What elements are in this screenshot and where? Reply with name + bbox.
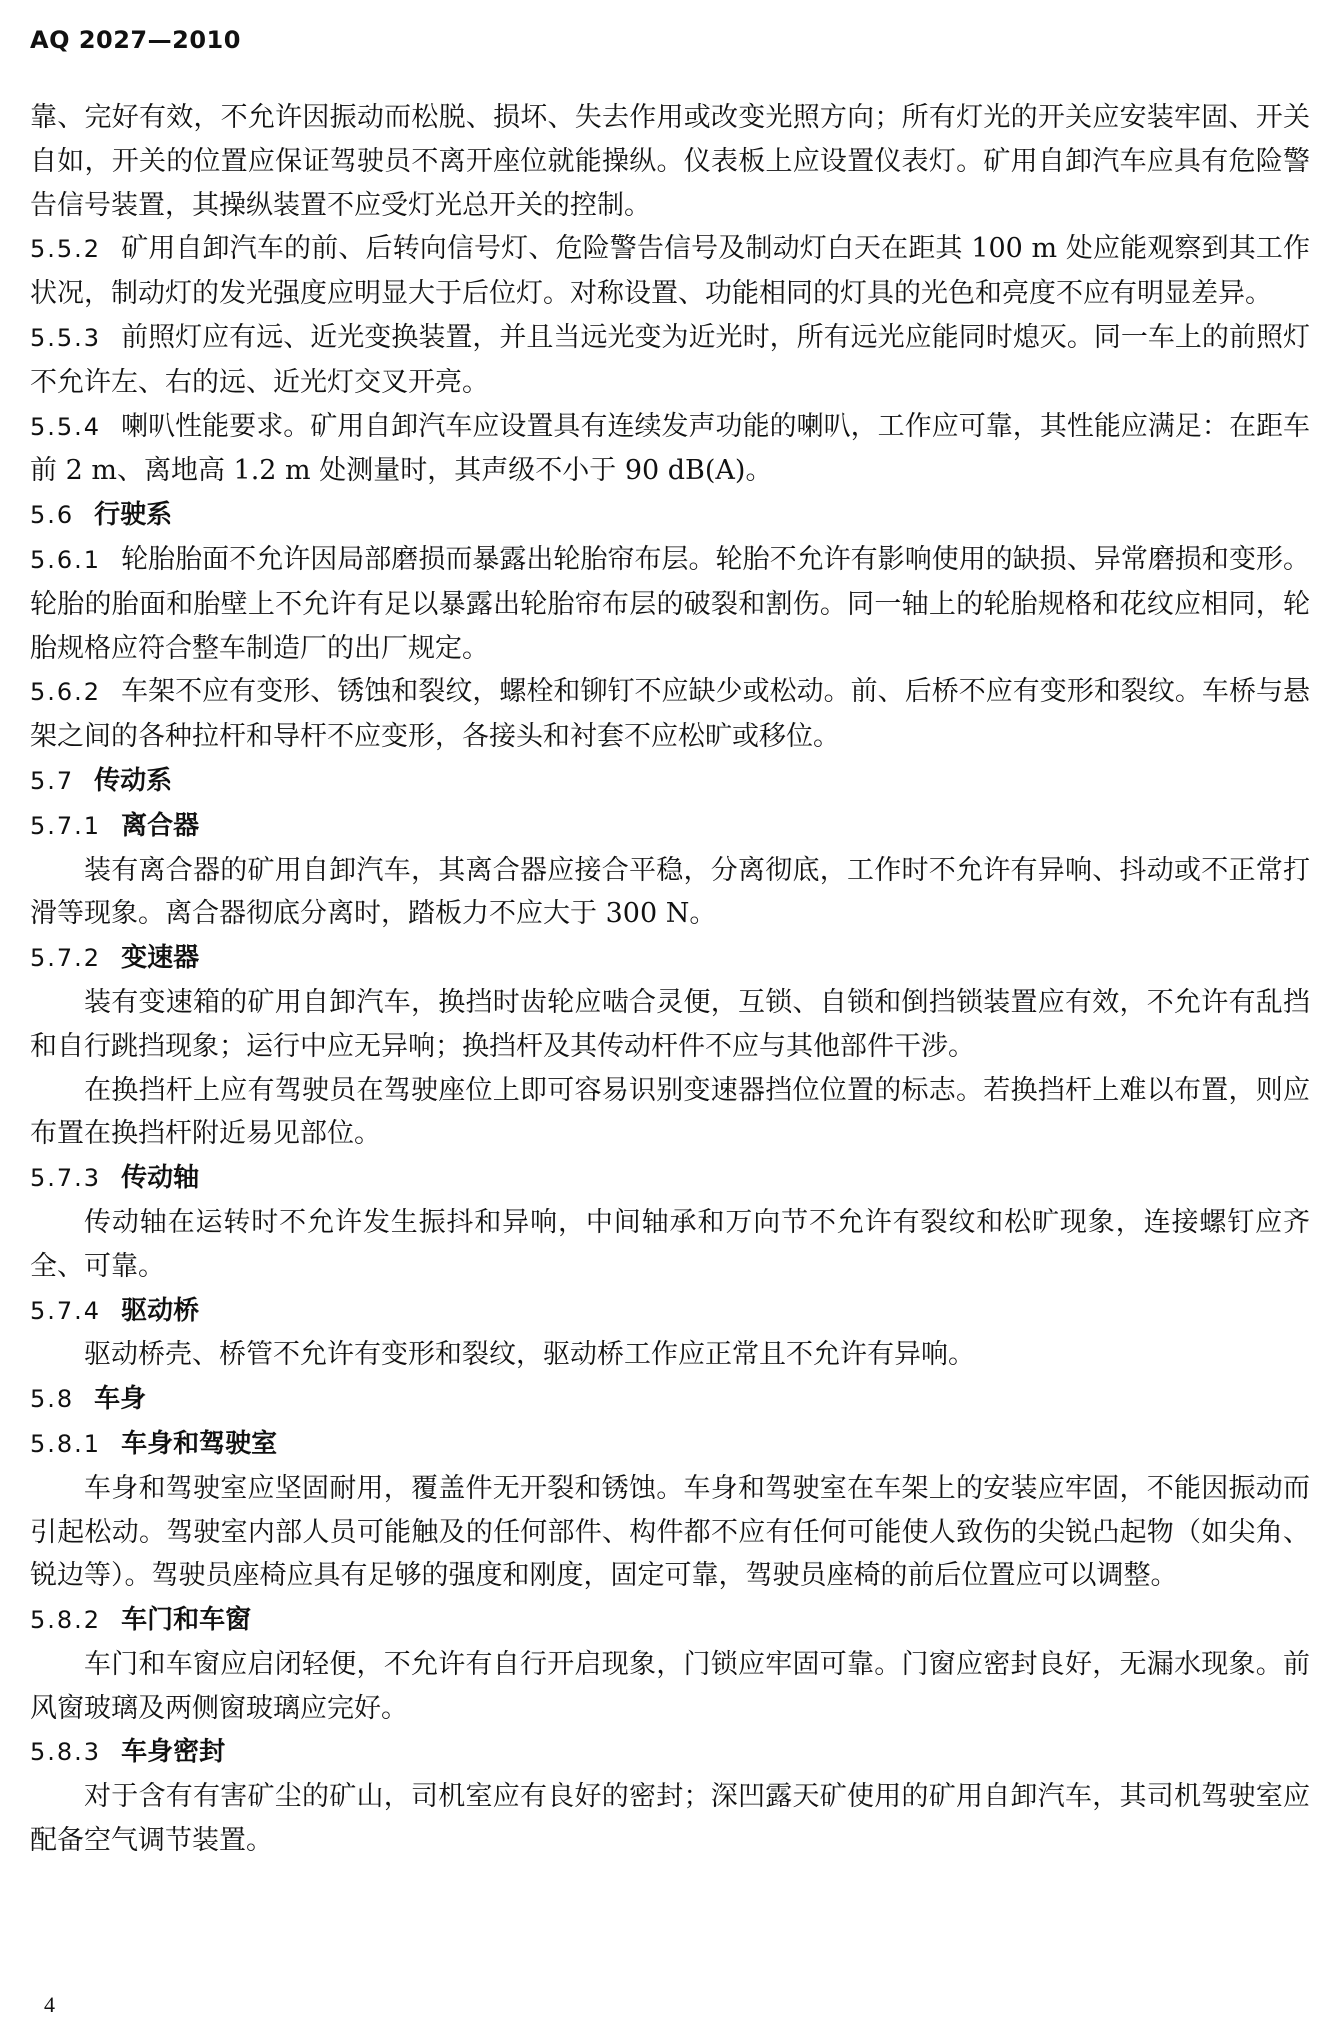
section-title: 车身 bbox=[94, 1384, 147, 1415]
indented-paragraph: 对于含有有害矿尘的矿山，司机室应有良好的密封；深凹露天矿使用的矿用自卸汽车，其司机驾驶室应配备空气调节装置。 bbox=[30, 1781, 1310, 1857]
standard-code-header: AQ 2027—2010 bbox=[30, 26, 241, 54]
section-title: 行驶系 bbox=[94, 500, 173, 531]
section-title: 传动系 bbox=[94, 765, 173, 796]
page-number: 4 bbox=[44, 1992, 55, 2017]
section-number: 5.7.1 bbox=[30, 811, 102, 840]
section-number: 5.7.2 bbox=[30, 944, 102, 973]
section-title: 变速器 bbox=[121, 943, 200, 974]
section-number: 5.7 bbox=[30, 766, 75, 795]
section-heading bbox=[30, 1422, 1310, 1467]
clause-text: 矿用自卸汽车的前、后转向信号灯、危险警告信号及制动灯白天在距其 100 m 处应能观察到其工作状况，制动灯的发光强度应明显大于后位灯。对称设置、功能相同的灯具的光色和亮度不应有明显差异。 bbox=[30, 233, 1310, 310]
section-number: 5.6 bbox=[30, 501, 75, 530]
section-heading bbox=[30, 1289, 1310, 1334]
section-title: 传动轴 bbox=[121, 1163, 200, 1194]
section-heading bbox=[30, 936, 1310, 981]
document-body bbox=[30, 96, 1310, 1863]
clause-paragraph bbox=[30, 405, 1310, 494]
section-heading bbox=[30, 804, 1310, 849]
clause-number: 5.5.3 bbox=[30, 323, 102, 352]
clause-paragraph bbox=[30, 538, 1310, 670]
section-number: 5.8 bbox=[30, 1385, 75, 1414]
indented-paragraph: 装有离合器的矿用自卸汽车，其离合器应接合平稳，分离彻底，工作时不允许有异响、抖动或不正常打滑等现象。离合器彻底分离时，踏板力不应大于 300 N。 bbox=[30, 854, 1310, 930]
section-heading bbox=[30, 759, 1310, 804]
clause-text: 车架不应有变形、锈蚀和裂纹，螺栓和铆钉不应缺少或松动。前、后桥不应有变形和裂纹。车桥与悬架之间的各种拉杆和导杆不应变形，各接头和衬套不应松旷或移位。 bbox=[30, 676, 1310, 753]
section-heading bbox=[30, 1377, 1310, 1422]
section-title: 驱动桥 bbox=[121, 1295, 200, 1326]
clause-number: 5.5.4 bbox=[30, 412, 102, 441]
clause-paragraph bbox=[30, 227, 1310, 316]
clause-number: 5.6.1 bbox=[30, 545, 102, 574]
section-heading bbox=[30, 1156, 1310, 1201]
indented-paragraph: 车门和车窗应启闭轻便，不允许有自行开启现象，门锁应牢固可靠。门窗应密封良好，无漏水现象。前风窗玻璃及两侧窗玻璃应完好。 bbox=[30, 1648, 1310, 1724]
section-heading bbox=[30, 493, 1310, 538]
section-title: 车身和驾驶室 bbox=[121, 1428, 278, 1459]
paragraph: 靠、完好有效，不允许因振动而松脱、损坏、失去作用或改变光照方向；所有灯光的开关应安装牢固、开关自如，开关的位置应保证驾驶员不离开座位就能操纵。仪表板上应设置仪表灯。矿用自卸汽车应具有危险警告信号装置，其操纵装置不应受灯光总开关的控制。 bbox=[30, 102, 1310, 221]
clause-text: 前照灯应有远、近光变换装置，并且当远光变为近光时，所有远光应能同时熄灭。同一车上的前照灯不允许左、右的远、近光灯交叉开亮。 bbox=[30, 321, 1310, 398]
section-heading bbox=[30, 1730, 1310, 1775]
clause-paragraph bbox=[30, 670, 1310, 759]
indented-paragraph: 传动轴在运转时不允许发生振抖和异响，中间轴承和万向节不允许有裂纹和松旷现象，连接螺钉应齐全、可靠。 bbox=[30, 1206, 1310, 1282]
clause-text: 轮胎胎面不允许因局部磨损而暴露出轮胎帘布层。轮胎不允许有影响使用的缺损、异常磨损和变形。轮胎的胎面和胎壁上不允许有足以暴露出轮胎帘布层的破裂和割伤。同一轴上的轮胎规格和花纹应相同，轮胎规格应符合整车制造厂的出厂规定。 bbox=[30, 543, 1310, 664]
section-number: 5.7.3 bbox=[30, 1164, 102, 1193]
section-title: 车身密封 bbox=[121, 1737, 226, 1768]
indented-paragraph: 装有变速箱的矿用自卸汽车，换挡时齿轮应啮合灵便，互锁、自锁和倒挡锁装置应有效，不允许有乱挡和自行跳挡现象；运行中应无异响；换挡杆及其传动杆件不应与其他部件干涉。 bbox=[30, 986, 1310, 1062]
clause-number: 5.6.2 bbox=[30, 678, 102, 707]
section-title: 车门和车窗 bbox=[121, 1605, 252, 1636]
indented-paragraph: 车身和驾驶室应坚固耐用，覆盖件无开裂和锈蚀。车身和驾驶室在车架上的安装应牢固，不能因振动而引起松动。驾驶室内部人员可能触及的任何部件、构件都不应有任何可能使人致伤的尖锐凸起物（如尖角、锐边等）。驾驶员座椅应具有足够的强度和刚度，固定可靠，驾驶员座椅的前后位置应可以调整。 bbox=[30, 1472, 1310, 1592]
clause-paragraph bbox=[30, 316, 1310, 405]
clause-text: 喇叭性能要求。矿用自卸汽车应设置具有连续发声功能的喇叭，工作应可靠，其性能应满足：在距车前 2 m、离地高 1.2 m 处测量时，其声级不小于 90 dB(A)。 bbox=[30, 410, 1310, 487]
section-heading bbox=[30, 1598, 1310, 1643]
section-number: 5.8.2 bbox=[30, 1606, 102, 1635]
clause-number: 5.5.2 bbox=[30, 235, 102, 264]
indented-paragraph: 在换挡杆上应有驾驶员在驾驶座位上即可容易识别变速器挡位位置的标志。若换挡杆上难以布置，则应布置在换挡杆附近易见部位。 bbox=[30, 1074, 1310, 1150]
section-number: 5.7.4 bbox=[30, 1296, 102, 1325]
section-number: 5.8.1 bbox=[30, 1429, 102, 1458]
section-number: 5.8.3 bbox=[30, 1738, 102, 1767]
section-title: 离合器 bbox=[121, 810, 200, 841]
indented-paragraph: 驱动桥壳、桥管不允许有变形和裂纹，驱动桥工作应正常且不允许有异响。 bbox=[84, 1339, 975, 1371]
